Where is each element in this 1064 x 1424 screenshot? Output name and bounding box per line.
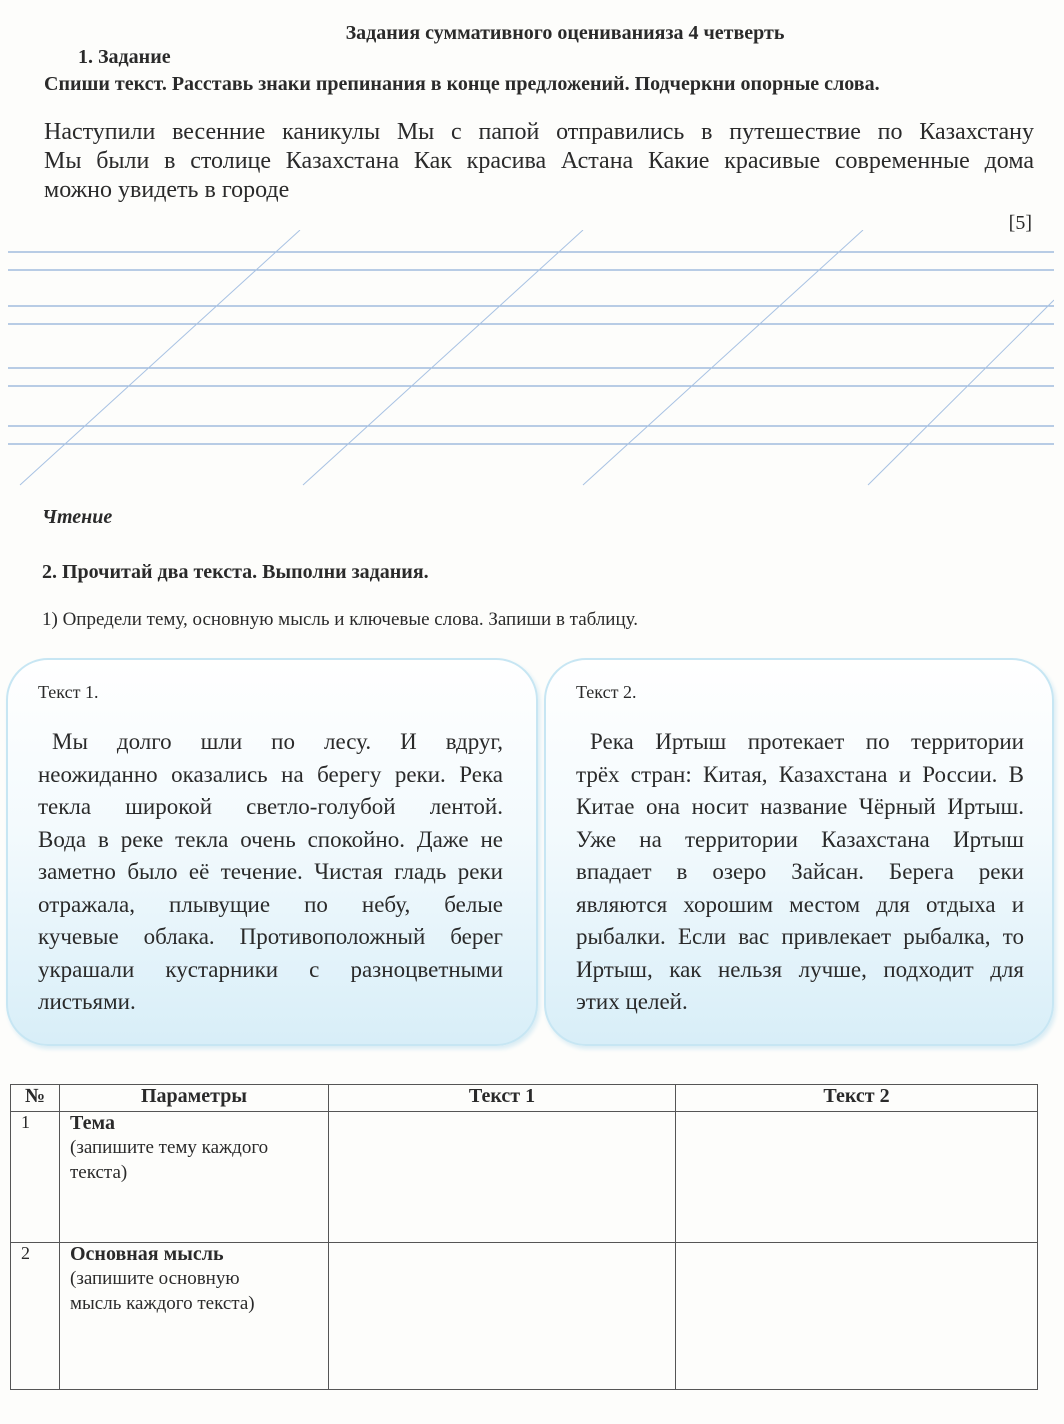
task1-passage <box>44 118 1034 205</box>
row-parameter <box>60 1112 329 1243</box>
text2-line: впадает в озеро Зайсан. Берега реки <box>576 859 1024 884</box>
text2-label: Текст 2. <box>576 682 637 702</box>
row-number: 1 <box>11 1112 60 1243</box>
text1-line: отражала, плывущие по небу, белые <box>38 891 503 917</box>
text2-card <box>544 658 1054 1046</box>
answer-cell-text1[interactable] <box>329 1243 676 1390</box>
subtask1-instruction: 1) Определи тему, основную мысль и ключевые слова. Запиши в таблицу. <box>42 609 638 630</box>
slant-lines <box>20 230 1054 485</box>
passage-line: можно увидеть в городе <box>44 177 290 203</box>
passage-line: Мы были в столице Казахстана Как красива Астана Какие красивые современные дома <box>44 148 1034 174</box>
parameter-desc: (запишите основную <box>70 1268 240 1289</box>
text1-line: Мы долго шли по лесу. И вдруг, <box>52 729 503 754</box>
header-parameters: Параметры <box>60 1085 329 1112</box>
slant-line <box>868 300 1054 485</box>
answer-cell-text2[interactable] <box>676 1112 1038 1243</box>
text2-line: являются хорошим местом для отдыха и <box>576 891 1024 917</box>
text1-line: неожиданно оказались на берегу реки. Река <box>38 761 503 787</box>
parameter-desc: (запишите тему каждого <box>70 1137 269 1158</box>
answer-cell-text1[interactable] <box>329 1112 676 1243</box>
passage-line: Наступили весенние каникулы Мы с папой отправились в путешествие по Казахстану <box>44 119 1034 145</box>
slant-line <box>20 230 300 485</box>
header-number: № <box>11 1085 60 1112</box>
text2-line: Иртыш, как нельзя лучше, подходит для <box>576 956 1024 982</box>
table-row <box>11 1112 1038 1243</box>
text1-line: заметно было её течение. Чистая гладь реки <box>38 859 503 884</box>
text1-line: текла широкой светло-голубой лентой. <box>38 794 503 819</box>
header-text2: Текст 2 <box>676 1085 1038 1112</box>
table-header-row <box>11 1085 1038 1112</box>
text2-line: Китае она носит название Чёрный Иртыш. <box>576 794 1024 819</box>
row-number: 2 <box>11 1243 60 1390</box>
task2-title: 2. Прочитай два текста. Выполни задания. <box>42 561 429 583</box>
document-title: Задания суммативного оцениванияза 4 четверть <box>345 22 785 44</box>
text1-card <box>6 658 538 1046</box>
text1-line: листьями. <box>38 989 136 1014</box>
text2-line: Уже на территории Казахстана Иртыш <box>576 826 1024 852</box>
task1-score: [5] <box>1008 212 1032 234</box>
row-parameter <box>60 1243 329 1390</box>
text2-body <box>576 726 1024 1019</box>
writing-lines-area[interactable] <box>8 230 1054 490</box>
slant-line <box>303 230 583 485</box>
header-text1: Текст 1 <box>329 1085 676 1112</box>
text1-line: Вода в реке текла очень спокойно. Даже не <box>38 826 503 852</box>
task1-number: 1. Задание <box>78 46 171 68</box>
text2-line: Река Иртыш протекает по территории <box>590 729 1024 754</box>
text2-line: рыбалки. Если вас привлекает рыбалка, то <box>576 924 1024 949</box>
text2-line: этих целей. <box>576 989 688 1014</box>
text1-label: Текст 1. <box>38 682 99 702</box>
text1-body <box>38 726 503 1019</box>
parameters-table <box>10 1084 1038 1390</box>
text1-line: кучевые облака. Противоположный берег <box>38 924 503 949</box>
text2-line: трёх стран: Китая, Казахстана и России. В <box>576 761 1024 787</box>
parameter-desc: текста) <box>70 1162 128 1183</box>
parameter-title: Тема <box>70 1112 115 1134</box>
text1-line: украшали кустарники с разноцветными <box>38 956 503 982</box>
ruling-lines <box>8 252 1054 444</box>
table-row <box>11 1243 1038 1390</box>
task1-instruction: Спиши текст. Расставь знаки препинания в конце предложений. Подчеркни опорные слова. <box>44 73 880 95</box>
section-reading-title: Чтение <box>42 506 113 528</box>
parameter-desc: мысль каждого текста) <box>70 1293 255 1314</box>
parameter-title: Основная мысль <box>70 1243 224 1265</box>
slant-line <box>583 230 863 485</box>
answer-cell-text2[interactable] <box>676 1243 1038 1390</box>
